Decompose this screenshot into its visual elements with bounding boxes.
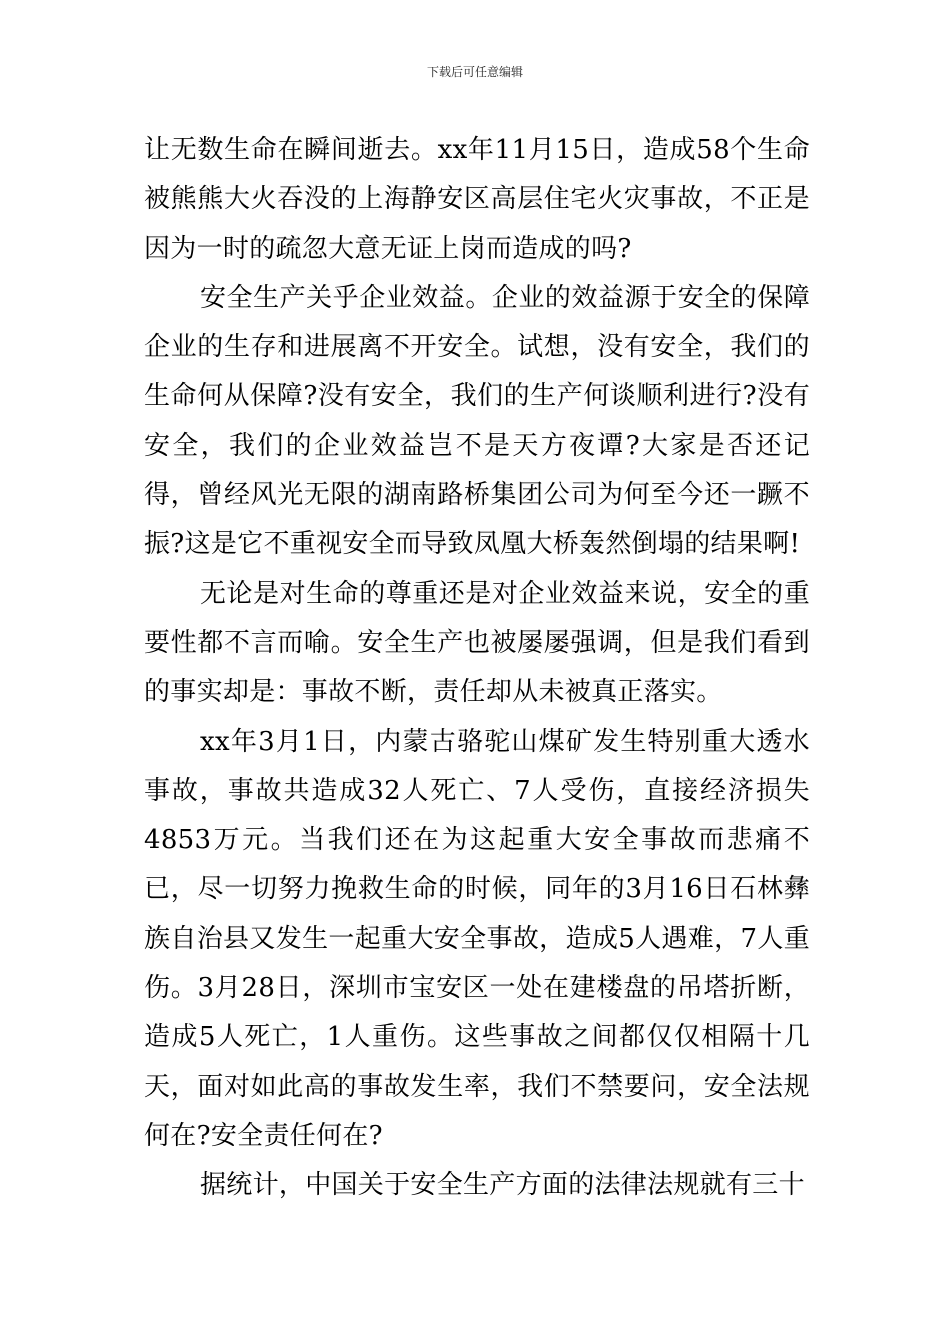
page-header-note: 下载后可任意编辑 [426, 65, 523, 79]
paragraph-1: 让无数生命在瞬间逝去。xx年11月15日，造成58个生命被熊熊大火吞没的上海静安区高层住宅火灾事故，不正是因为一时的疏忽大意无证上岗而造成的吗? [144, 135, 810, 264]
paragraph-2: 安全生产关乎企业效益。企业的效益源于安全的保障企业的生存和进展离不开安全。试想，没有安全，我们的生命何从保障?没有安全，我们的生产何谈顺利进行?没有安全，我们的企业效益岂不是天方夜谭?大家是否还记得，曾经风光无限的湖南路桥集团公司为何至今还一蹶不振?这是它不重视安全而导致凤凰大桥轰然倒塌的结果啊! [144, 282, 810, 560]
document-body [144, 126, 810, 1211]
paragraph-4: xx年3月1日，内蒙古骆驼山煤矿发生特别重大透水事故，事故共造成32人死亡、7人受伤，直接经济损失4853万元。当我们还在为这起重大安全事故而悲痛不已，尽一切努力挽救生命的时候，同年的3月16日石林彝族自治县又发生一起重大安全事故，造成5人遇难，7人重伤。3月28日，深圳市宝安区一处在建楼盘的吊塔折断，造成5人死亡，1人重伤。这些事故之间都仅仅相隔十几天，面对如此高的事故发生率，我们不禁要问，安全法规何在?安全责任何在? [144, 726, 810, 1151]
paragraph-3: 无论是对生命的尊重还是对企业效益来说，安全的重要性都不言而喻。安全生产也被屡屡强调，但是我们看到的事实却是：事故不断，责任却从未被真正落实。 [144, 578, 810, 708]
paragraph-5: 据统计，中国关于安全生产方面的法律法规就有三十 [200, 1170, 805, 1201]
